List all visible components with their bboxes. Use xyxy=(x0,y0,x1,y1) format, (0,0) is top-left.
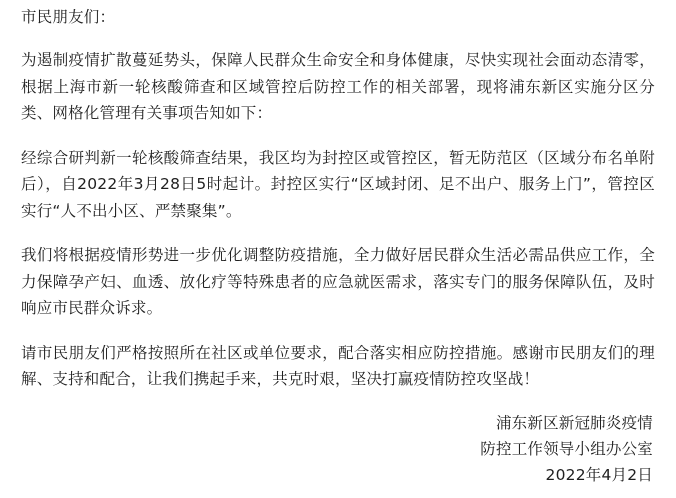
signature-org-line1: 浦东新区新冠肺炎疫情 xyxy=(495,414,653,432)
paragraph-appeal: 请市民朋友们严格按照所在社区或单位要求，配合落实相应防控措施。感谢市民朋友们的理解、支持和配合，让我们携起手来，共克时艰，坚决打赢疫情防控攻坚战！ xyxy=(21,343,655,388)
greeting: 市民朋友们： xyxy=(21,8,116,26)
paragraph-measures: 我们将根据疫情形势进一步优化调整防疫措施，全力做好居民群众生活必需品供应工作，全力保障孕产妇、血透、放化疗等特殊患者的应急就医需求，落实专门的服务保障队伍，及时响应市民群众诉求。 xyxy=(21,246,655,317)
paragraph-zoning: 经综合研判新一轮核酸筛查结果，我区均为封控区或管控区，暂无防范区（区域分布名单附后），自2022年3月28日5时起计。封控区实行“区域封闭、足不出户、服务上门”，管控区实行“人不出小区、严禁聚集”。 xyxy=(21,148,655,220)
signature-date: 2022年4月2日 xyxy=(545,466,653,484)
paragraph-purpose: 为遏制疫情扩散蔓延势头，保障人民群众生命安全和身体健康，尽快实现社会面动态清零，根据上海市新一轮核酸筛查和区域管控后防控工作的相关部署，现将浦东新区实施分区分类、网格化管理有关事项告知如下： xyxy=(21,51,655,122)
signature-org-line2: 防控工作领导小组办公室 xyxy=(480,440,653,458)
signature-block xyxy=(480,410,653,488)
